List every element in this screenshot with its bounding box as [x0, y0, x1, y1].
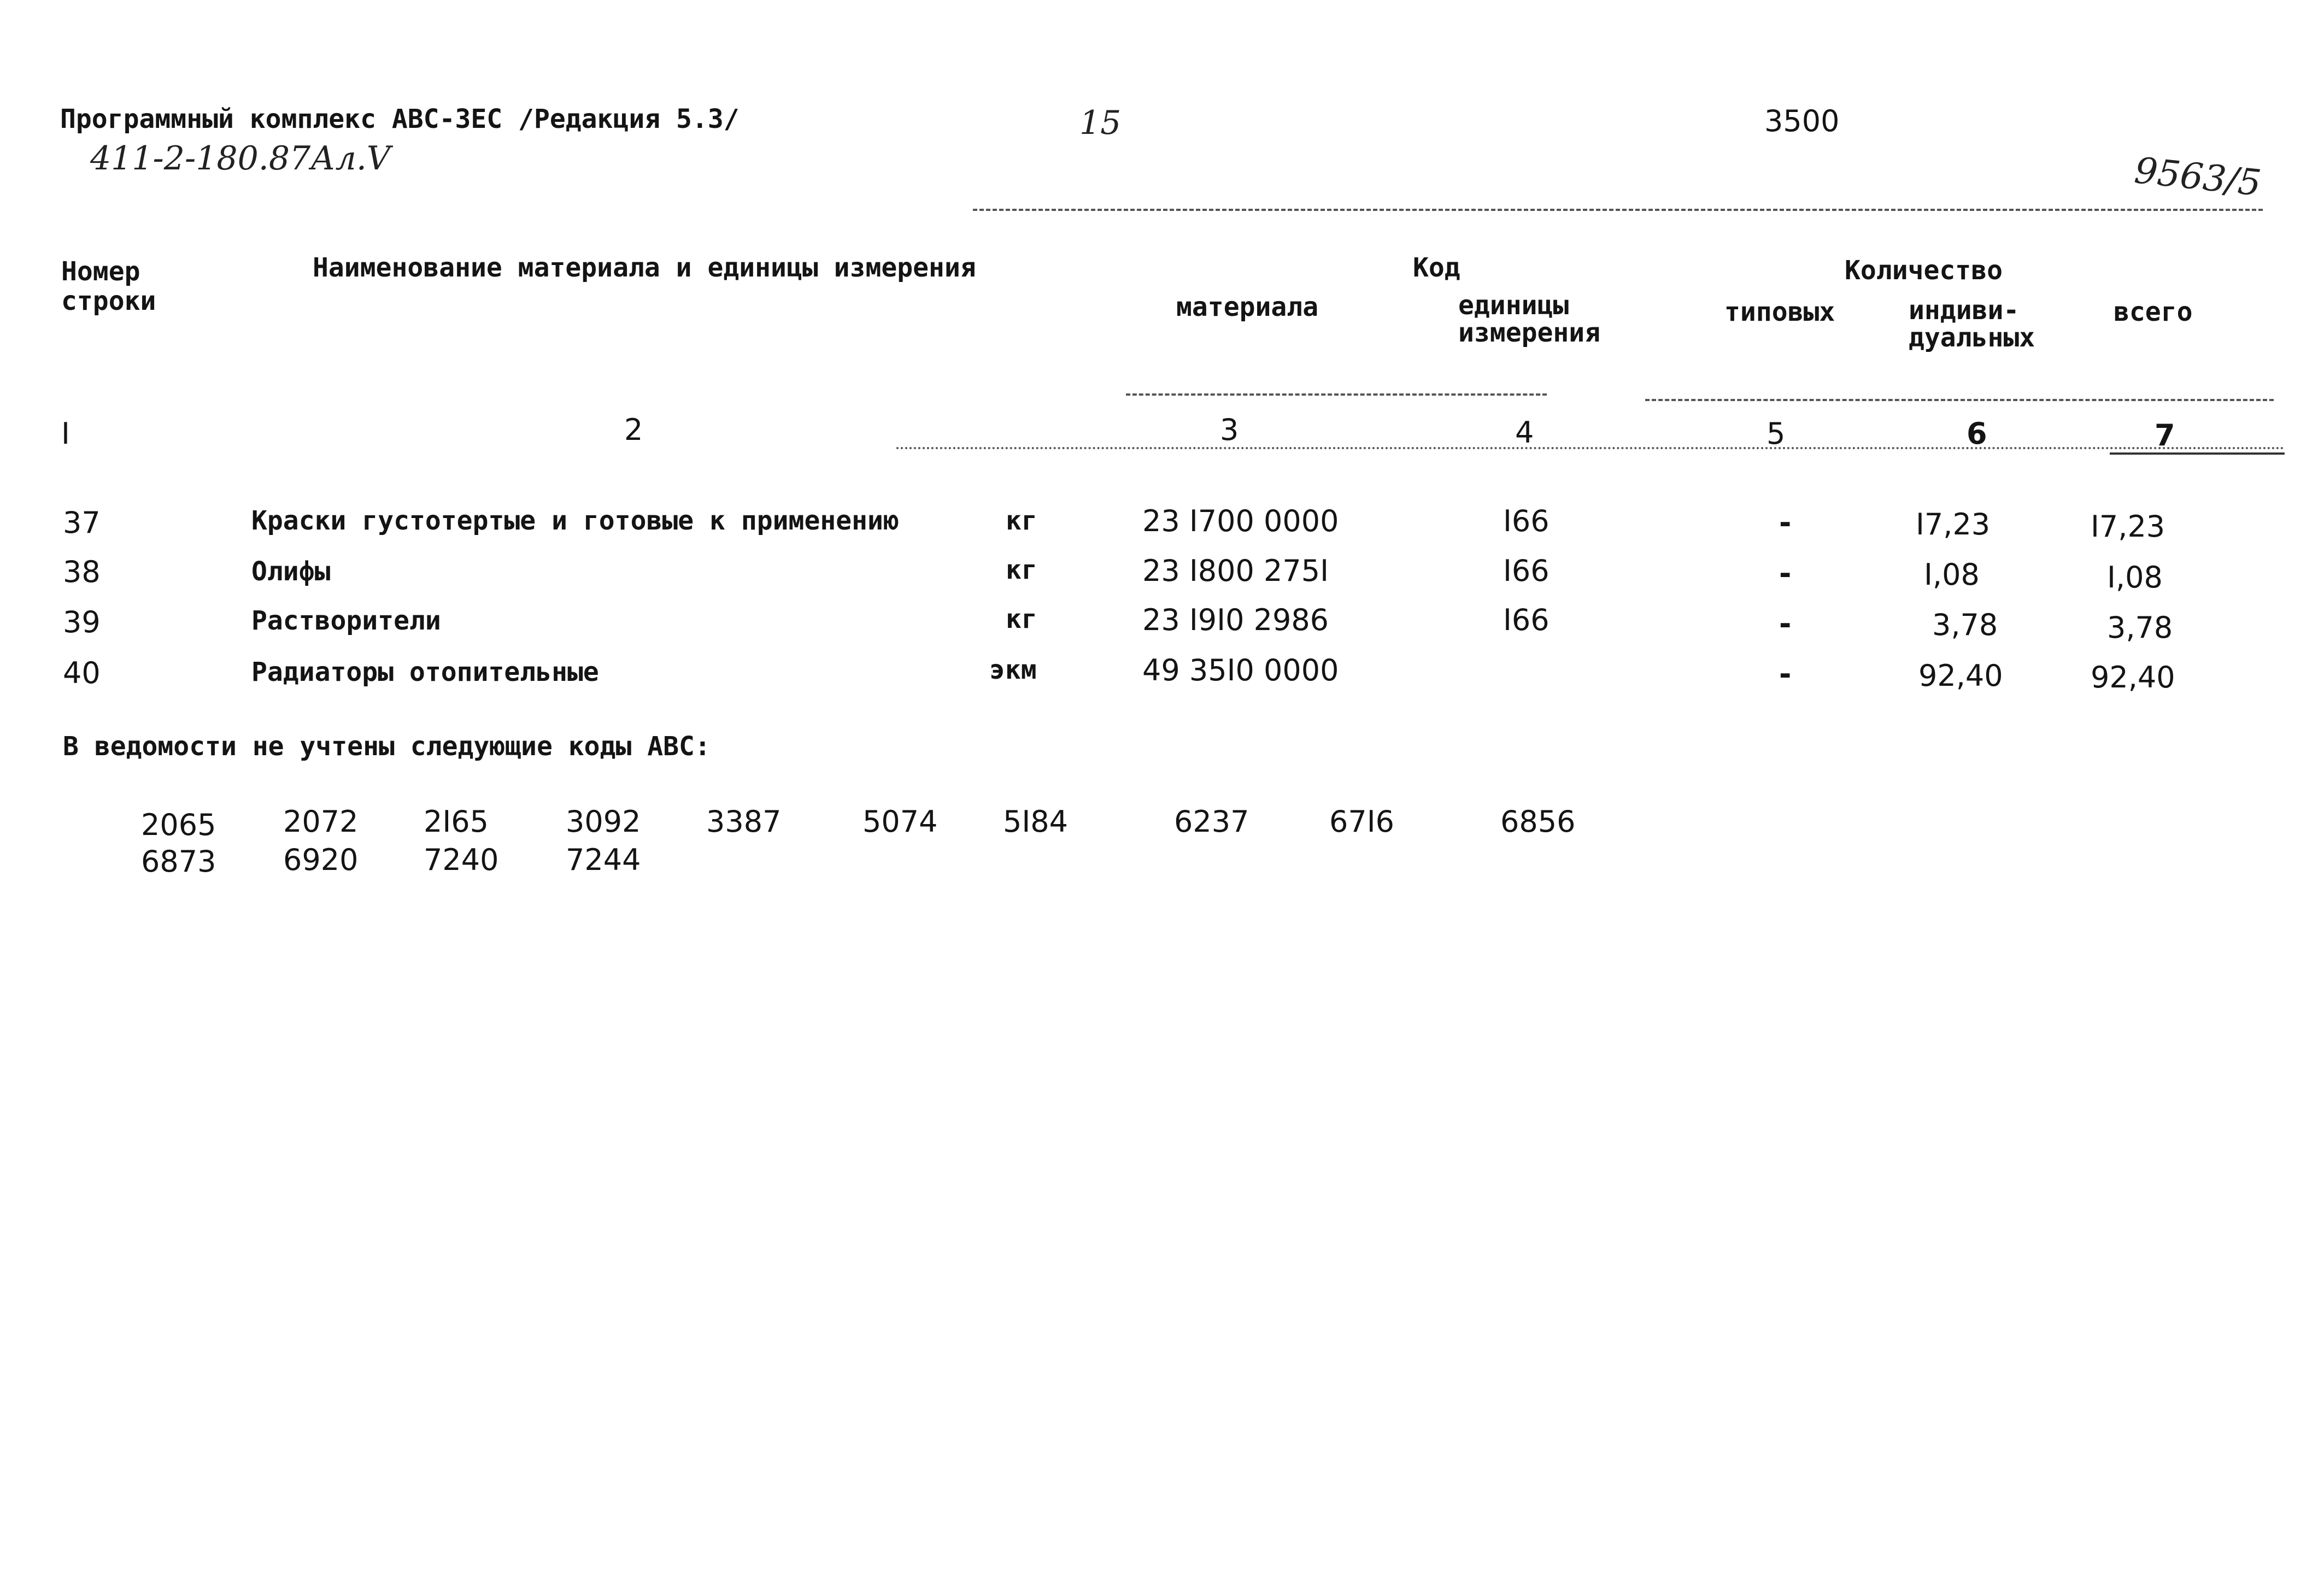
code-item: 2I65: [424, 804, 489, 839]
code-item: 5074: [862, 804, 938, 839]
col-number-4: 4: [1515, 415, 1534, 450]
code-item: 2072: [283, 804, 359, 839]
col-header-row-no: Номер строки: [61, 256, 156, 316]
row-40-number: 40: [63, 656, 101, 690]
code-item: 2065: [141, 808, 216, 842]
col-header-code-unit: единицы измерения: [1458, 290, 1601, 348]
row-37-number: 37: [63, 505, 101, 540]
col-header-code-material: материала: [1176, 292, 1319, 322]
document-code: 411-2-180.87Ал.V: [90, 139, 391, 178]
row-39-unit: кг: [1006, 604, 1037, 634]
row-38-individual: I,08: [1924, 557, 1980, 592]
row-37-typical: -: [1779, 505, 1792, 540]
row-39-unit-code: I66: [1503, 603, 1550, 637]
program-title: Программный комплекс АВС-ЗЕС /Редакция 5.3/: [60, 104, 740, 134]
column-numbers-rule: [896, 447, 2285, 449]
row-40-name: Радиаторы отопительные: [251, 657, 599, 687]
code-item: 7244: [566, 843, 641, 877]
row-39-typical: -: [1779, 607, 1792, 641]
row-38-number: 38: [63, 555, 101, 589]
code-subheader-rule: [1126, 393, 1547, 396]
row-37-individual: I7,23: [1916, 507, 1991, 542]
col-header-quantity: Количество: [1845, 255, 2003, 286]
top-code: 3500: [1764, 104, 1840, 138]
row-40-material-code: 49 35I0 0000: [1142, 653, 1339, 687]
stamp-number: 9563/5: [2132, 149, 2263, 204]
row-37-material-code: 23 I700 0000: [1142, 504, 1339, 538]
code-item: 6856: [1500, 804, 1576, 839]
col-number-2: 2: [624, 413, 643, 447]
row-39-name: Растворители: [251, 605, 441, 636]
row-38-unit-code: I66: [1503, 554, 1550, 588]
row-40-unit: экм: [989, 655, 1037, 685]
row-37-unit-code: I66: [1503, 504, 1550, 538]
row-39-total: 3,78: [2107, 610, 2173, 645]
code-item: 6920: [283, 843, 359, 877]
row-40-typical: -: [1779, 657, 1792, 691]
page-number: 15: [1079, 104, 1122, 142]
note-text: В ведомости не учтены следующие коды АВС:: [63, 731, 711, 762]
row-38-total: I,08: [2107, 560, 2163, 595]
row-38-name: Олифы: [251, 556, 331, 587]
row-39-number: 39: [63, 605, 101, 639]
column-numbers-underline: [2110, 452, 2285, 455]
col-number-3: 3: [1220, 413, 1239, 447]
code-item: 6237: [1174, 804, 1249, 839]
code-item: 67I6: [1329, 804, 1394, 839]
row-37-name: Краски густотертые и готовые к применению: [251, 505, 899, 536]
row-37-unit: кг: [1006, 505, 1037, 536]
col-header-code: Код: [1413, 252, 1460, 283]
row-40-individual: 92,40: [1918, 658, 2003, 693]
col-header-total: всего: [2114, 297, 2193, 327]
code-item: 7240: [424, 843, 499, 877]
row-39-material-code: 23 I9I0 2986: [1142, 603, 1329, 637]
code-item: 6873: [141, 844, 216, 879]
col-header-individual: индиви- дуальных: [1909, 295, 2035, 353]
code-item: 5I84: [1003, 804, 1068, 839]
row-39-individual: 3,78: [1932, 608, 1998, 642]
row-38-typical: -: [1779, 556, 1792, 591]
top-rule: [973, 209, 2263, 211]
code-item: 3092: [566, 804, 641, 839]
quantity-subheader-rule: [1645, 399, 2274, 401]
col-header-typical: типовых: [1724, 297, 1835, 327]
row-37-total: I7,23: [2091, 509, 2165, 544]
row-38-unit: кг: [1006, 555, 1037, 585]
col-number-7: 7: [2155, 418, 2175, 452]
col-number-5: 5: [1767, 416, 1786, 451]
row-40-total: 92,40: [2091, 660, 2175, 695]
row-38-material-code: 23 I800 275I: [1142, 554, 1329, 588]
code-item: 3387: [706, 804, 782, 839]
col-header-name: Наименование материала и единицы измерения: [313, 252, 976, 283]
col-number-1: I: [61, 416, 70, 451]
col-number-6: 6: [1967, 416, 1987, 451]
